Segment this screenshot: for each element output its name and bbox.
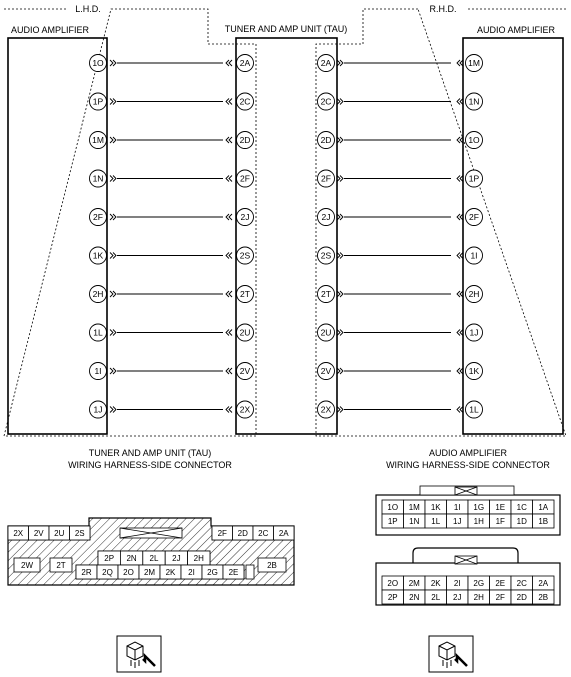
amp1-row1-pin: 1M (408, 503, 420, 512)
connector-chevron-icon (110, 99, 116, 105)
amp1-row1-pin: 1G (473, 503, 485, 512)
amp1-row1-pin: 1I (453, 503, 461, 512)
connector-chevron-icon (226, 176, 232, 182)
wires (90, 55, 483, 419)
tau-bottom-pin: 2Q (102, 568, 113, 577)
left-amp-pin-label: 1P (92, 96, 104, 107)
connector-chevron-icon (457, 60, 463, 66)
tau-pin-label-rhd: 2C (320, 96, 332, 107)
amp1-row1-pin: 1C (516, 503, 527, 512)
tau-pin-label: 2D (239, 135, 251, 145)
connector-chevron-icon (226, 407, 232, 413)
tau-pin-label-rhd: 2D (320, 135, 332, 145)
lhd-label: L.H.D. (75, 4, 101, 14)
right-amp-pin-label: 1I (470, 250, 478, 261)
tau-top-right-pin: 2C (258, 529, 269, 538)
amp-connector-title-1: AUDIO AMPLIFIER (428, 448, 508, 458)
tau-mid-pin: 2P (104, 554, 115, 563)
tau-pin-label-rhd: 2F (321, 173, 331, 184)
tau-pin-label-rhd: 2V (320, 366, 332, 376)
left-amp-pin-label: 1O (92, 58, 104, 68)
tau-pin-2W: 2W (21, 561, 33, 570)
tau-pin-label: 2S (239, 250, 251, 261)
right-amp-pin-label: 1P (468, 173, 480, 184)
connector-chevron-icon (226, 368, 232, 374)
amp-connector-pins (382, 500, 554, 604)
rhd-label: R.H.D. (429, 4, 457, 14)
connector-chevron-icon (337, 99, 343, 105)
connector-chevron-icon (337, 137, 343, 143)
amp2-row1-pin: 2O (387, 579, 399, 588)
left-amp-pin-label: 2H (92, 289, 104, 299)
right-amp-pin-label: 1N (468, 96, 480, 107)
left-amp-title: AUDIO AMPLIFIER (10, 25, 90, 35)
tau-pin-label: 2C (239, 96, 251, 107)
amp2-row2-pin: 2H (473, 593, 484, 602)
tau-bottom-pin: 2R (81, 568, 92, 577)
connector-chevron-icon (457, 368, 463, 374)
connector-chevron-icon (226, 99, 232, 105)
tau-bottom-pin: 2K (165, 568, 176, 577)
tau-top-right-pin: 2F (217, 529, 227, 538)
tau-connector-title-1: TUNER AND AMP UNIT (TAU) (88, 448, 212, 458)
connector-chevron-icon (457, 407, 463, 413)
left-amp-pin-label: 1I (94, 366, 102, 376)
amp2-row2-pin: 2F (495, 593, 505, 602)
amp2-row1-pin: 2E (495, 579, 506, 588)
connector-chevron-icon (110, 137, 116, 143)
right-amp-pin-label: 1O (468, 135, 480, 145)
amp2-row2-pin: 2J (453, 593, 462, 602)
tau-bottom-pin: 2M (143, 568, 156, 577)
amp1-row2-pin: 1P (387, 517, 398, 526)
connector-chevron-icon (110, 368, 116, 374)
connector-chevron-icon (226, 137, 232, 143)
amp2-row1-pin: 2K (430, 579, 441, 588)
connector-chevron-icon (337, 253, 343, 259)
amp2-row1-pin: 2C (516, 579, 527, 588)
connector-chevron-icon (110, 253, 116, 259)
amp2-row2-pin: 2N (409, 593, 420, 602)
tau-pin-label: 2A (239, 58, 251, 68)
tau-bottom-pin: 2O (123, 568, 134, 577)
connector-chevron-icon (226, 330, 232, 336)
tau-bottom-pin: 2E (228, 568, 239, 577)
amp-connector-title-2: WIRING HARNESS-SIDE CONNECTOR (386, 460, 550, 470)
connector-chevron-icon (337, 291, 343, 297)
lhd-dashed-border (4, 9, 256, 436)
amp1-row1-pin: 1E (495, 503, 506, 512)
tau-bottom-pin: 2G (207, 568, 218, 577)
amp1-row2-pin: 1F (495, 517, 505, 526)
connector-chevron-icon (457, 330, 463, 336)
rhd-dashed-border (316, 9, 566, 436)
right-amp-pin-label: 2F (469, 212, 479, 222)
left-amp-pin-label: 2F (93, 212, 103, 222)
tau-pin-label: 2J (240, 212, 250, 222)
connector-chevron-icon (457, 137, 463, 143)
right-amp-pin-label: 2H (468, 289, 480, 299)
amp2-row1-pin: 2A (538, 579, 549, 588)
connector-chevron-icon (457, 176, 463, 182)
amp1-row2-pin: 1D (516, 517, 527, 526)
amp2-row2-pin: 2D (516, 593, 527, 602)
left-amp-pin-label: 1N (92, 173, 104, 184)
amp2-row1-pin: 2M (408, 579, 420, 588)
tau-pin-label-rhd: 2T (321, 289, 331, 299)
tau-pin-label: 2T (240, 289, 250, 299)
tau-pin-2T: 2T (56, 561, 66, 570)
right-amp-pin-label: 1J (469, 327, 479, 338)
right-amp-title: AUDIO AMPLIFIER (476, 25, 556, 35)
connector-chevron-icon (457, 291, 463, 297)
tau-pin-label: 2X (239, 404, 251, 415)
connector-chevron-icon (457, 214, 463, 220)
connector-chevron-icon (226, 60, 232, 66)
left-amp-pin-label: 1J (93, 404, 103, 415)
tau-pin-label-rhd: 2X (320, 404, 332, 415)
tau-mid-pin: 2L (149, 554, 159, 563)
amp1-row2-pin: 1B (538, 517, 549, 526)
tau-mid-pin: 2N (126, 554, 137, 563)
right-amp-pin-label: 1L (469, 404, 479, 415)
connector-view-icon (117, 636, 161, 672)
tau-mid-pin: 2H (193, 554, 204, 563)
amp1-row2-pin: 1L (431, 517, 441, 526)
tau-title: TUNER AND AMP UNIT (TAU) (224, 24, 348, 34)
amp2-row2-pin: 2B (538, 593, 549, 602)
left-amp-pin-label: 1M (92, 135, 104, 145)
tau-pin-label-rhd: 2S (320, 250, 332, 261)
tau-pin-label-rhd: 2A (320, 58, 332, 68)
tau-top-left-pin: 2V (33, 529, 44, 538)
connector-chevron-icon (337, 407, 343, 413)
amp1-row1-pin: 1K (430, 503, 441, 512)
right-amp-pin-label: 1M (468, 58, 480, 68)
connector-view-icon (429, 636, 473, 672)
amp1-row2-pin: 1H (473, 517, 484, 526)
amp2-row2-pin: 2L (431, 593, 441, 602)
tau-bottom-pin: 2I (188, 568, 195, 577)
left-amp-pin-label: 1L (93, 327, 103, 338)
amp1-row2-pin: 1N (409, 517, 420, 526)
connector-chevron-icon (110, 60, 116, 66)
connector-chevron-icon (110, 330, 116, 336)
right-amp-pin-label: 1K (468, 366, 480, 376)
tau-pin-label-rhd: 2U (320, 327, 332, 338)
amp2-row1-pin: 2I (453, 579, 461, 588)
connector-chevron-icon (457, 99, 463, 105)
tau-top-right-pin: 2A (278, 529, 289, 538)
connector-chevron-icon (226, 253, 232, 259)
connector-chevron-icon (110, 214, 116, 220)
tau-top-right-pin: 2D (237, 529, 248, 538)
tau-top-left-pin: 2S (74, 529, 85, 538)
connector-chevron-icon (457, 253, 463, 259)
amp1-row2-pin: 1J (453, 517, 462, 526)
amp2-row2-pin: 2P (387, 593, 398, 602)
connector-chevron-icon (337, 176, 343, 182)
connector-chevron-icon (110, 176, 116, 182)
tau-top-left-pin: 2X (13, 529, 24, 538)
tau-pin-label: 2U (239, 327, 251, 338)
tau-pin-label-rhd: 2J (321, 212, 331, 222)
left-amp-pin-label: 1K (92, 250, 104, 261)
connector-chevron-icon (110, 291, 116, 297)
tau-pin-label: 2V (239, 366, 251, 376)
amp2-row1-pin: 2G (473, 579, 485, 588)
connector-chevron-icon (337, 60, 343, 66)
connector-chevron-icon (337, 368, 343, 374)
tau-pin-label: 2F (240, 173, 250, 184)
connector-chevron-icon (110, 407, 116, 413)
connector-chevron-icon (226, 214, 232, 220)
tau-pin-2B: 2B (267, 561, 277, 570)
connector-chevron-icon (337, 214, 343, 220)
connector-chevron-icon (226, 291, 232, 297)
connector-chevron-icon (337, 330, 343, 336)
tau-top-left-pin: 2U (54, 529, 65, 538)
tau-connector-title-2: WIRING HARNESS-SIDE CONNECTOR (68, 460, 232, 470)
amp1-row1-pin: 1A (538, 503, 549, 512)
amp1-row1-pin: 1O (387, 503, 399, 512)
tau-mid-pin: 2J (172, 554, 181, 563)
